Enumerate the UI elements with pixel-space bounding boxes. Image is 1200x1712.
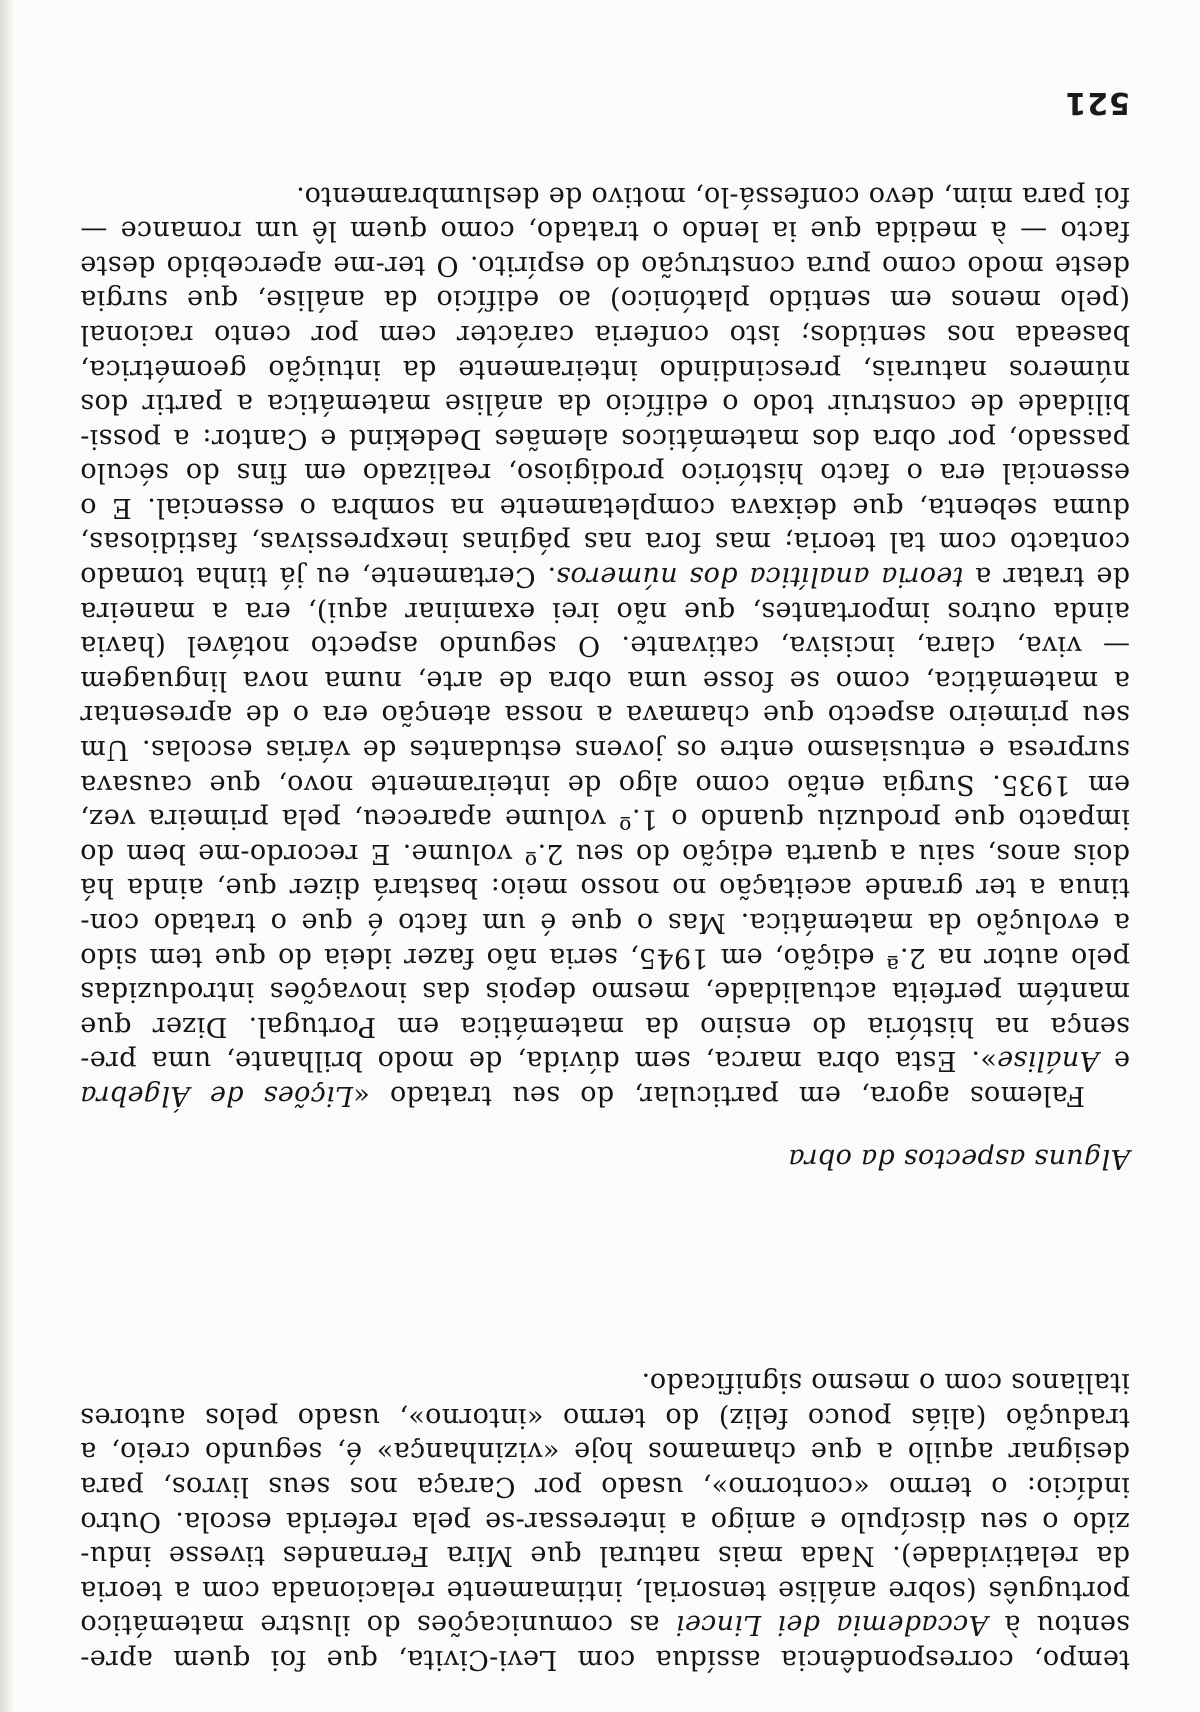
text-line: impacto que produziu quando o 1.º volume apareceu, pela primeira vez, — [80, 803, 1130, 835]
text-line: tempo, correspondência assídua com Levi-Civita, que foi quem apre- — [80, 1644, 1130, 1675]
text-line: italianos com o mesmo significado. — [641, 1367, 1130, 1399]
text-line: seu primeiro aspecto que chamava a nossa atenção era o de apresentar — [80, 699, 1130, 731]
text-line: contacto com tal teoria; mas fora nas páginas inexpressivas, fastidiosas, — [80, 526, 1130, 558]
text-line: baseada nos sentidos; isto conferia carácter cem por cento racional — [80, 318, 1130, 350]
text-line: foi para mim, devo confessá-lo, motivo de deslumbramento. — [295, 180, 1130, 212]
text-line: mantém perfeita actualidade, mesmo depois das inovações introduzidas — [80, 976, 1130, 1008]
text-line: bilidade de construir todo o edifício da análise matemática a partir dos — [80, 388, 1130, 420]
text-line: tradução (aliás pouco feliz) do termo «intorno», usado pelos autores — [80, 1401, 1130, 1433]
text-line: de tratar a teoria analítica dos números. Certamente, eu já tinha tomado — [79, 561, 1130, 593]
text-line: números naturais, prescindindo inteiramente da intuição geométrica, — [80, 353, 1130, 385]
text-line: passado, por obra dos matemáticos alemães Dedekind e Cantor: a possi- — [80, 422, 1130, 454]
text-line: — viva, clara, incisiva, cativante. O segundo aspecto notável (havia — [80, 630, 1130, 662]
text-line: a evolução da matemática. Mas o que é um facto é que o tratado con- — [80, 907, 1130, 939]
text-line: (pelo menos em sentido platónico) ao edifício da análise, que surgia — [80, 284, 1130, 316]
text-line: zido o seu discípulo e amigo a interessar-se pela referida escola. Outro — [80, 1505, 1130, 1537]
text-line: designar aquilo a que chamamos hoje «vizinhança» é, segundo creio, a — [80, 1436, 1130, 1468]
text-line: deste modo como pura construção do espírito. O ter-me apercebido deste — [80, 249, 1130, 281]
paragraph-continued — [80, 1365, 1130, 1676]
text-line: surpresa e entusiasmo entre os jovens estudantes de várias escolas. Um — [80, 734, 1130, 766]
text-line: sentou à Accademia dei Lincei as comunicações do ilustre matemático — [80, 1609, 1130, 1641]
text-line: e Análise». Esta obra marca, sem dúvida, de modo brilhante, uma pre- — [80, 1045, 1130, 1077]
scan-shadow-edge — [0, 0, 14, 1712]
text-line: ainda outros importantes, que não irei examinar aqui), era a maneira — [80, 595, 1130, 627]
text-line: da relatividade). Nada mais natural que Mira Fernandes tivesse indu- — [80, 1540, 1130, 1572]
text-line: a matemática, como se fosse uma obra de arte, numa nova linguagem — [80, 664, 1130, 696]
section-heading: Alguns aspectos da obra — [788, 1143, 1130, 1174]
text-line: em 1935. Surgia então como algo de inteiramente novo, que causava — [80, 768, 1130, 800]
paragraph-main — [80, 178, 1130, 1112]
text-line: português (sobre análise tensorial, intimamente relacionada com a teoria — [80, 1574, 1130, 1606]
text-line: sença na história do ensino da matemática em Portugal. Dizer que — [80, 1010, 1130, 1042]
text-line: duma sebenta, que deixava completamente na sombra o essencial. E o — [80, 491, 1130, 523]
text-line: facto — à medida que ia lendo o tratado, como quem lê um romance — — [80, 215, 1130, 247]
text-line: indício: o termo «contorno», usado por Caraça nos seus livros, para — [80, 1471, 1130, 1503]
text-line: essencial era o facto histórico prodigioso, realizado em fins do século — [80, 457, 1130, 489]
text-line: pelo autor na 2.ª edição, em 1945, seria não fazer ideia do que tem sido — [80, 941, 1130, 973]
text-line: Falemos agora, em particular, do seu tratado «Lições de Álgebra — [80, 1080, 1085, 1111]
text-line: tinua a ter grande aceitação no nosso meio: bastará dizer que, ainda há — [80, 872, 1130, 904]
text-line: dois anos, saiu a quarta edição do seu 2.º volume. E recordo-me bem do — [80, 837, 1130, 869]
page-number: 521 — [1064, 85, 1130, 120]
